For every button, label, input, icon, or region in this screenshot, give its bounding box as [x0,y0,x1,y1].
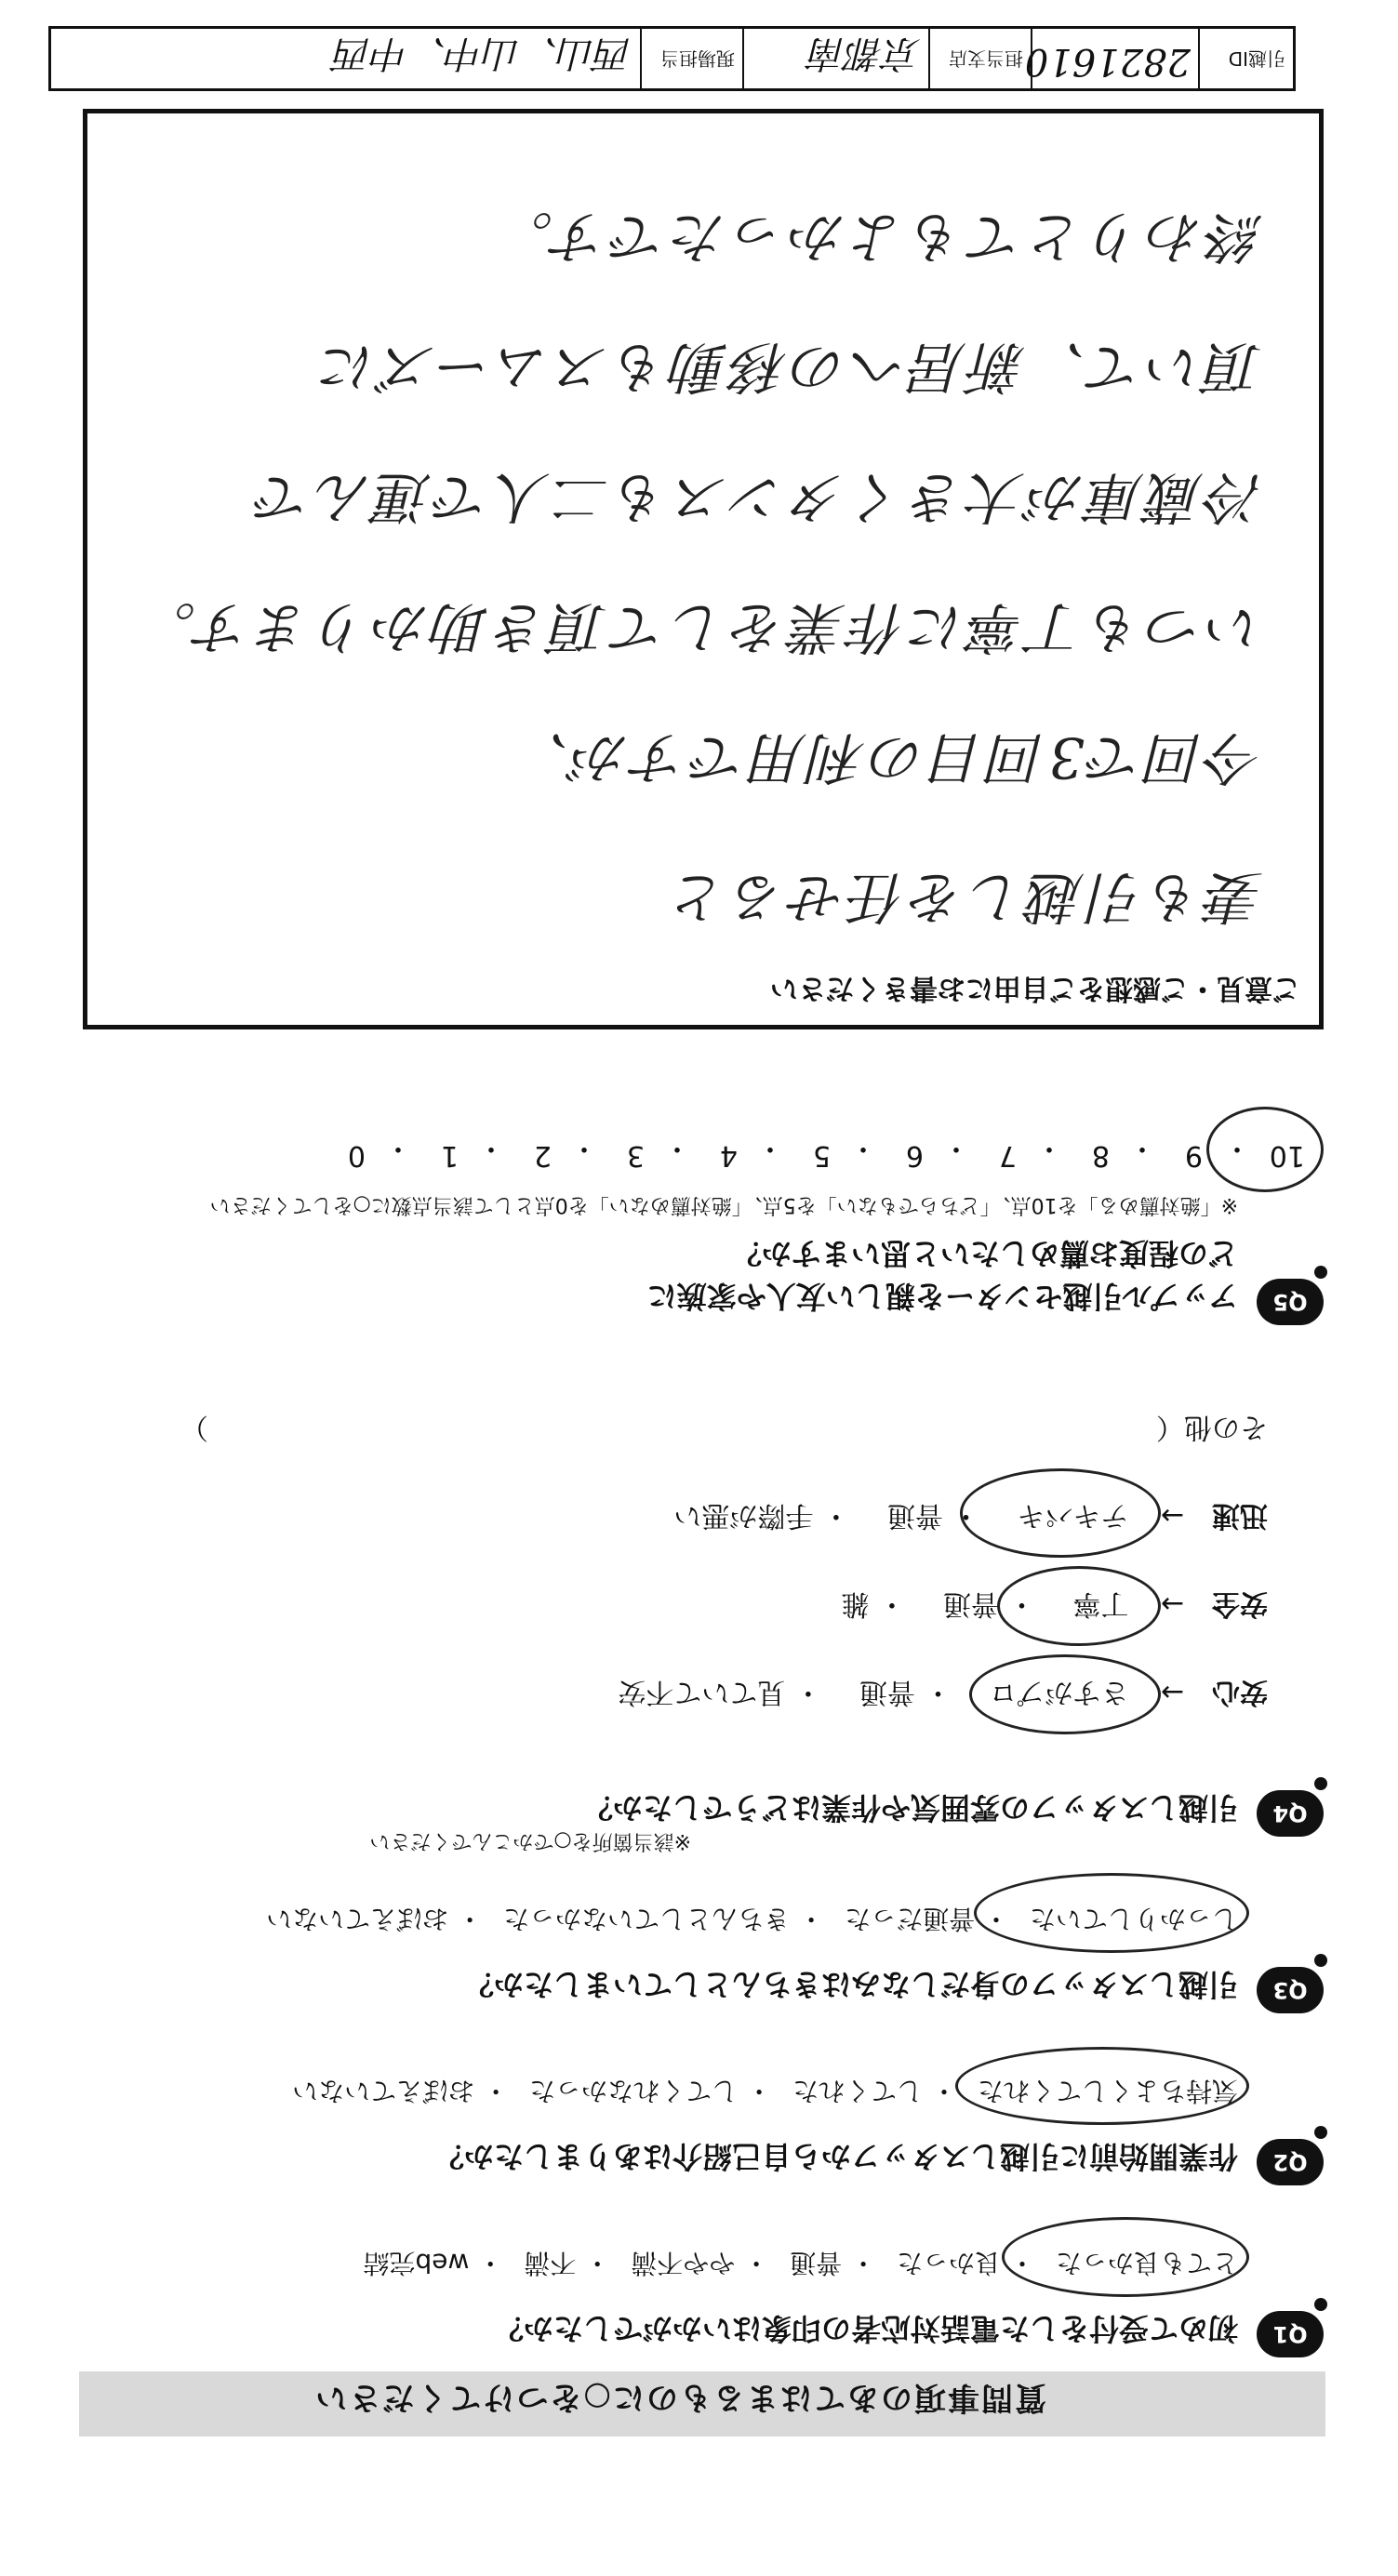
q2-answer-circle [955,2047,1249,2125]
q4-option[interactable]: 普通 [886,1499,943,1532]
q5-score[interactable]: 0 [347,1139,366,1172]
q5-score[interactable]: 10 [1269,1139,1305,1172]
q5-score[interactable]: 9 [1184,1139,1203,1172]
q2-option[interactable]: 気持ちよくしてくれた [977,2076,1238,2106]
q1-answer-circle [1002,2217,1249,2297]
q5-score[interactable]: 8 [1091,1139,1110,1172]
comment-line: 終わりとてもよかったです。 [493,204,1263,269]
branch-value: 京都南 [809,32,921,74]
q1-text: 初めて受付をした電話対応者の印象はいかがでしたか？ [493,2311,1238,2346]
q4-other [180,1410,1268,1451]
q4-answer-circle [969,1654,1161,1734]
q3-option[interactable]: おぼえていない [266,1904,449,1934]
q5-score[interactable]: 5 [812,1139,831,1172]
q5-score[interactable]: 7 [998,1139,1017,1172]
branch-value-cell [744,29,930,88]
footer-table [48,26,1296,91]
q1-option[interactable]: 不満 [524,2248,577,2278]
q3-badge: Q3 [1257,1967,1324,2013]
q5-score[interactable]: 4 [719,1139,738,1172]
q1-badge: Q1 [1257,2311,1324,2357]
q5-answer-circle [1206,1107,1324,1192]
staff-label-cell [642,29,744,88]
q4-row-jinsoku: 迅速→ テキパキ・ 普通・ 手際が悪い [636,1498,1268,1539]
q4-answer-circle [997,1566,1161,1646]
q2-text: 作業開始前に引越しスタッフから自己紹介はありましたか？ [433,2139,1238,2174]
q1-option[interactable]: web完結 [363,2248,470,2278]
q5-badge: Q5 [1257,1279,1324,1325]
id-value-cell [1024,29,1200,88]
q2-options: 気持ちよくしてくれた・ してくれた・ してくれなかった・ おぼえていない [292,2076,1238,2106]
q1-option[interactable]: 良かった [897,2248,1002,2278]
comments-box [83,109,1324,1029]
comment-line: 冷蔵庫が大きくタンスも二人で運んで [252,464,1263,529]
q4-note: ※該当箇所を○でかこんでください [369,1829,691,1852]
q3-option[interactable]: 普通だった [845,1904,976,1934]
staff-value: 西山、山中、中西 [335,32,632,74]
instructions-text: 質問事項のあてはまるものに○をつけてください [313,2379,1046,2416]
id-value: 2821610 [1024,40,1191,83]
q4-answer-circle [960,1468,1161,1558]
arrow-icon: → [1160,1587,1184,1620]
q2-badge: Q2 [1257,2139,1324,2185]
q4-option[interactable]: 見ていて不安 [618,1676,786,1708]
q4-row-label: 迅速 [1212,1499,1268,1532]
q5-score[interactable]: 1 [440,1139,459,1172]
staff-value-cell [51,29,642,88]
q4-option[interactable]: 手際が悪い [673,1499,814,1532]
id-label-cell [1200,29,1293,88]
q4-row-anzen: 安全→ 丁寧・ 普通・ 雑 [804,1587,1268,1627]
q1-option[interactable]: とても良かった [1055,2248,1238,2278]
q1-option[interactable]: 普通 [790,2248,843,2278]
q4-badge: Q4 [1257,1790,1324,1837]
branch-label-cell [930,29,1032,88]
q5-text-line2: どの程度お薦めしたいと思いますか？ [731,1236,1238,1271]
arrow-icon: → [1160,1499,1184,1532]
q5-score[interactable]: 6 [905,1139,924,1172]
q4-row-label: 安心 [1212,1676,1268,1708]
q3-option[interactable]: きちんとしていなかった [503,1904,791,1934]
staff-label: 現場担当 [660,47,735,70]
comment-line: 妻も引越しを任せると [668,864,1263,929]
q5-note: ※「絶対薦める」を10点、「どちらでもない」を5点、「絶対薦めない」を0点として該当点数に○をしてください [209,1193,1238,1216]
comment-line: 今回で3回目の利用ですが、 [509,724,1263,790]
q4-other-label: その他（ [1156,1411,1268,1443]
q3-text: 引越しスタッフの身だしなみはきちんとしていましたか？ [463,1967,1238,2002]
q2-option[interactable]: してくれなかった [529,2076,739,2106]
q4-other-close: ） [180,1411,208,1443]
id-label: 引越ID [1228,47,1285,70]
q4-option[interactable]: 普通 [942,1587,999,1620]
q4-row-anshin: 安心→ さすがプロ・ 普通・ 見ていて不安 [580,1675,1268,1716]
q5-score[interactable]: 2 [533,1139,552,1172]
comments-title: ご意見・ご感想をご自由にお書きください [770,972,1300,1004]
q4-option[interactable]: 雑 [841,1587,870,1620]
q1-options: とても良かった・ 良かった・ 普通・ やや不満・ 不満・ web完結 [363,2248,1238,2278]
q4-option[interactable]: さすがプロ [989,1676,1129,1708]
q4-text: 引越しスタッフの雰囲気や作業はどうでしたか？ [582,1790,1238,1826]
arrow-icon: → [1160,1676,1184,1708]
comment-line: 頂いて、新居への移動もスムーズに [317,334,1263,399]
q2-option[interactable]: おぼえていない [292,2076,475,2106]
q5-text-line1: アップル引越センターを親しい友人や家族に [646,1279,1238,1314]
survey-sheet: 質問事項のあてはまるものに○をつけてください Q1 初めて受付をした電話対応者の印象はいかがでしたか？ とても良かった・ 良かった・ 普通・ やや不満・ 不満・ web完結 Q2 作業開始前に引越しスタッフから自己紹介はありましたか？ 気持ちよくしてくれた・ してくれた・ してくれなかった・ おぼえていない Q3 引越しスタッフの身だしなみはきちんとしていましたか？ しっかりしていた・ 普通だった・ きちんとしていなかった・ おぼえていない Q4 引越しスタッフの雰囲気や作業はどうでしたか？ ※該当箇所を○でかこんでください 安心→ さすがプロ・ 普通・ 見ていて不安 安全→ 丁寧・ 普通・ 雑 迅速→ テキパキ・ 普通・ 手際が悪い その他（ ） Q5 アップル引越センターを親しい友人や家族に どの程度お薦めしたいと思いますか？ ※「絶対薦める」を10点、「どちらでもない」を5点、「絶対薦めない」を0点として該当点数に○をしてください 10 ・ 9 ・ 8 ・ 7 ・ 6 ・ 5 ・ 4 ・ 3 ・ 2 ・ 1 ・ 0 ご意見・ご感想をご自由にお書きください 妻も引越しを任せると 今回で3回目の利用ですが、 いつも丁寧に作業をして頂き助かります。 冷蔵庫が大きくタンスも二人で運んで 頂いて、新居への移動もスムーズに 終わりとてもよかったです。 引越ID 2821610 担当支店 京都南 現場担当 西山、山中、中西 [0,0,1398,2576]
q4-row-label: 安全 [1212,1587,1268,1620]
q1-option[interactable]: やや不満 [631,2248,736,2278]
q4-option[interactable]: 普通 [859,1676,915,1708]
instructions-band [79,2371,1325,2437]
q3-options: しっかりしていた・ 普通だった・ きちんとしていなかった・ おぼえていない [266,1904,1238,1934]
comment-line: いつも丁寧に作業をして頂き助かります。 [136,594,1263,659]
q2-option[interactable]: してくれた [792,2076,924,2106]
q3-answer-circle [974,1873,1249,1953]
q4-option[interactable]: 丁寧 [1072,1587,1129,1620]
q4-option[interactable]: テキパキ [1017,1499,1129,1532]
q3-option[interactable]: しっかりしていた [1029,1904,1238,1934]
branch-label: 担当支店 [949,47,1023,70]
q5-score[interactable]: 3 [626,1139,645,1172]
